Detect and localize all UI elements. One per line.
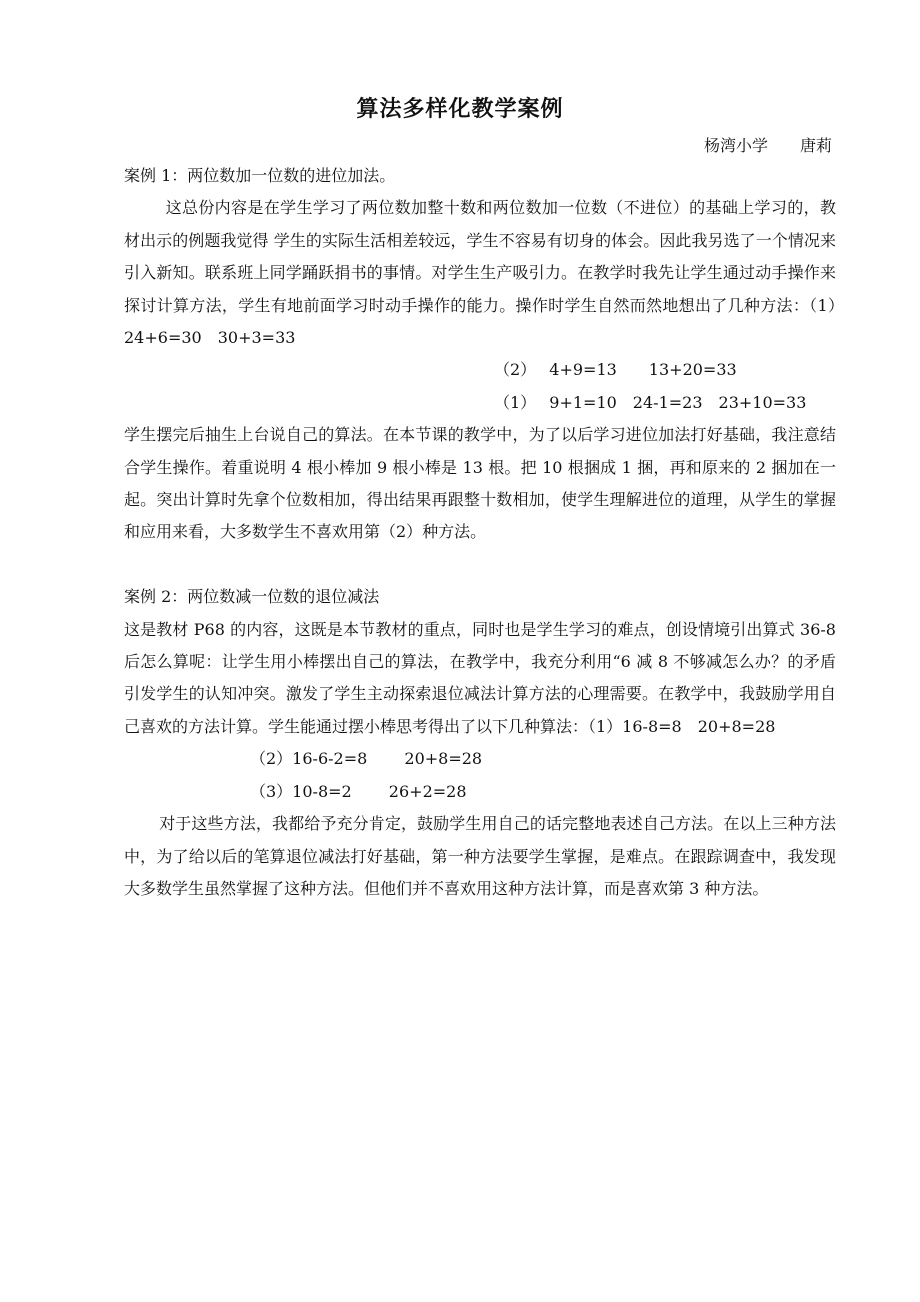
- case1-heading: 案例 1：两位数加一位数的进位加法。: [124, 166, 396, 185]
- case2-paragraph-2: 对于这些方法，我都给予充分肯定，鼓励学生用自己的话完整地表述自己方法。在以上三种方法中，为了给以后的笔算退位减法打好基础，第一种方法要学生掌握，是难点。在跟踪调查中，我发现大多数学生虽然掌握了这种方法。但他们并不喜欢用这种方法计算，而是喜欢第 3 种方法。: [124, 814, 836, 898]
- document-title: 算法多样化教学案例: [356, 97, 564, 122]
- case2-calc-2: （2）16-6-2=8 20+8=28: [250, 749, 483, 769]
- case2-calc-3: （3）10-8=2 26+2=28: [250, 781, 467, 801]
- author-line: 杨湾小学 唐莉: [703, 136, 832, 155]
- case2-heading: 案例 2：两位数减一位数的退位减法: [124, 587, 380, 607]
- document-body: [124, 160, 858, 905]
- case1-paragraph: 这总份内容是在学生学习了两位数加整十数和两位数加一位数（不进位）的基础上学习的，教材出示的例题我觉得 学生的实际生活相差较远，学生不容易有切身的体会。因此我另选了一个情况来引入新知。联系班上同学踊跃捐书的事情。对学生生产吸引力。在教学时我先让学生通过动手操作来探讨计算方法，学生有地前面学习时动手操作的能力。操作时学生自然而然地想出了几种方法：（1） 24+6=30 30+3=33: [124, 198, 858, 348]
- case1-paragraph-2: 学生摆完后抽生上台说自己的算法。在本节课的教学中，为了以后学习进位加法打好基础，我注意结合学生操作。着重说明 4 根小棒加 9 根小棒是 13 根。把 10 根捆成 1 捆，再和原来的 2 捆加在一起。突出计算时先拿个位数相加，得出结果再跟整十数相加，使学生理解进位的道理，从学生的掌握和应用来看，大多数学生不喜欢用第（2）种方法。: [124, 425, 836, 542]
- case1-calc-3: （1） 9+1=10 24-1=23 23+10=33: [494, 392, 807, 412]
- section-gap: [124, 549, 836, 581]
- case1-calc-2: （2） 4+9=13 13+20=33: [494, 360, 737, 380]
- case2-paragraph: 这是教材 P68 的内容，这既是本节教材的重点，同时也是学生学习的难点，创设情境引出算式 36-8 后怎么算呢：让学生用小棒摆出自己的算法，在教学中，我充分利用“6 减 8 不够减怎么办？的矛盾引发学生的认知冲突。激发了学生主动探索退位减法计算方法的心理需要。在教学中，我鼓励学用自己喜欢的方法计算。学生能通过摆小棒思考得出了以下几种算法：（1）16-8=8 20+8=28: [124, 619, 836, 736]
